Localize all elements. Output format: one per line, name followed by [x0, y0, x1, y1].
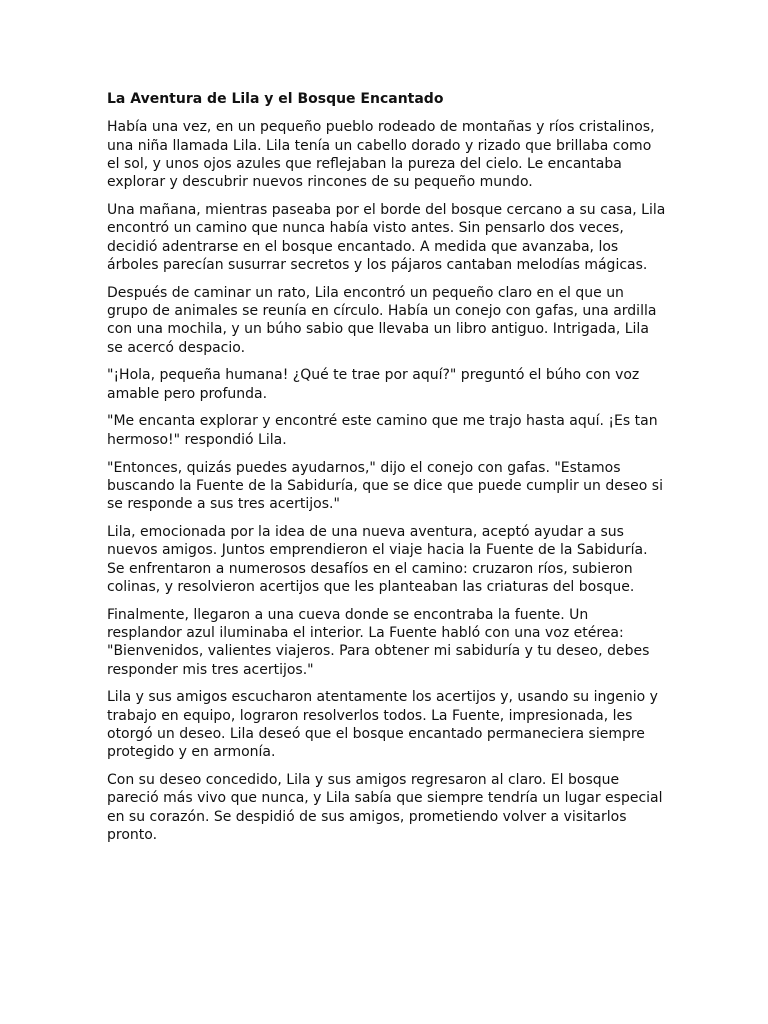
paragraph-2: Una mañana, mientras paseaba por el borde del bosque cercano a su casa, Lila encontró un camino que nunca había visto antes. Sin pensarlo dos veces, decidió adentrarse en el bosque encantado. A medida que avanzaba, los árboles parecían susurrar secretos y los pájaros cantaban melodías mágicas.: [107, 201, 666, 273]
paragraph-5: "Me encanta explorar y encontré este camino que me trajo hasta aquí. ¡Es tan hermoso!" respondió Lila.: [107, 413, 658, 448]
paragraph-3: Después de caminar un rato, Lila encontró un pequeño claro en el que un grupo de animales se reunía en círculo. Había un conejo con gafas, una ardilla con una mochila, y un búho sabio que llevaba un libro antiguo. Intrigada, Lila se acercó despacio.: [107, 284, 657, 356]
paragraph-9: Lila y sus amigos escucharon atentamente los acertijos y, usando su ingenio y trabajo en equipo, lograron resolverlos todos. La Fuente, impresionada, les otorgó un deseo. Lila deseó que el bosque encantado permaneciera siempre protegido y en armonía.: [107, 689, 658, 761]
paragraph-6: "Entonces, quizás puedes ayudarnos," dijo el conejo con gafas. "Estamos buscando la Fuente de la Sabiduría, que se dice que puede cumplir un deseo si se responde a sus tres acertijos.": [107, 459, 663, 513]
document-page: [107, 90, 667, 854]
document-title: La Aventura de Lila y el Bosque Encantado: [107, 91, 444, 107]
paragraph-4: "¡Hola, pequeña humana! ¿Qué te trae por aquí?" preguntó el búho con voz amable pero profunda.: [107, 367, 640, 402]
paragraph-10: Con su deseo concedido, Lila y sus amigos regresaron al claro. El bosque pareció más vivo que nunca, y Lila sabía que siempre tendría un lugar especial en su corazón. Se despidió de sus amigos, prometiendo volver a visitarlos pronto.: [107, 772, 663, 843]
paragraph-1: Había una vez, en un pequeño pueblo rodeado de montañas y ríos cristalinos, una niña llamada Lila. Lila tenía un cabello dorado y rizado que brillaba como el sol, y unos ojos azules que reflejaban la pureza del cielo. Le encantaba explorar y descubrir nuevos rincones de su pequeño mundo.: [107, 119, 655, 191]
paragraph-8: Finalmente, llegaron a una cueva donde se encontraba la fuente. Un resplandor azul iluminaba el interior. La Fuente habló con una voz etérea: "Bienvenidos, valientes viajeros. Para obtener mi sabiduría y tu deseo, debes responder mis tres acertijos.": [107, 606, 650, 678]
paragraph-7: Lila, emocionada por la idea de una nueva aventura, aceptó ayudar a sus nuevos amigos. Juntos emprendieron el viaje hacia la Fuente de la Sabiduría. Se enfrentaron a numerosos desafíos en el camino: cruzaron ríos, subieron colinas, y resolvieron acertijos que les planteaban las criaturas del bosque.: [107, 523, 648, 595]
